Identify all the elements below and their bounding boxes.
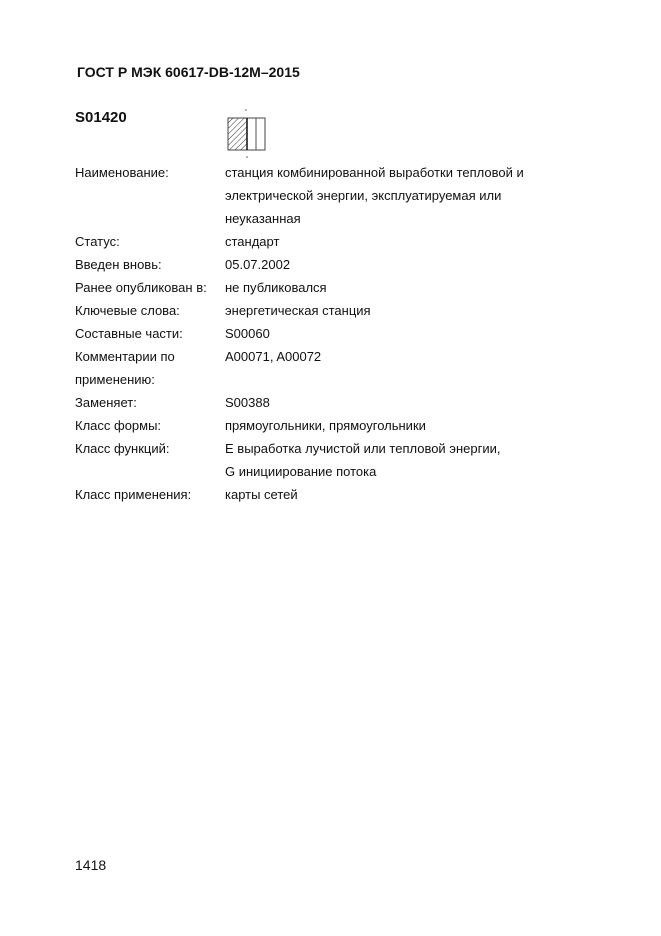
field-value: [225, 230, 545, 253]
field-value-line: G инициирование потока: [225, 464, 377, 479]
field-label-line: Введен вновь:: [75, 257, 162, 272]
field-value-line: энергетическая станция: [225, 303, 371, 318]
field-value: [225, 322, 545, 345]
field-value-line: A00071, A00072: [225, 349, 322, 364]
field-label-line: Класс формы:: [75, 418, 162, 433]
field-value-line: электрической энергии, эксплуатируемая или: [225, 188, 502, 203]
field-value-line: станция комбинированной выработки тепловой и: [225, 165, 524, 180]
field-value-line: S00388: [225, 395, 270, 410]
field-value-line: неуказанная: [225, 211, 301, 226]
field-value-line: E выработка лучистой или тепловой энергии,: [225, 441, 501, 456]
field-value-line: 05.07.2002: [225, 257, 291, 272]
field-value: [225, 345, 545, 368]
field-value: [225, 391, 545, 414]
field-value-line: карты сетей: [225, 487, 298, 502]
field-value: [225, 299, 545, 322]
field-label-line: Ключевые слова:: [75, 303, 180, 318]
field-value: [225, 414, 545, 437]
page-number: 1418: [75, 857, 107, 873]
field-label-line: Ранее опубликован в:: [75, 280, 207, 295]
field-label-line: Класс применения:: [75, 487, 192, 502]
field-label: [75, 161, 225, 184]
field-label: [75, 276, 225, 299]
field-value: [225, 437, 545, 483]
field-label: [75, 437, 225, 460]
field-label: [75, 345, 225, 391]
field-label-line: Комментарии по: [75, 349, 175, 364]
field-value: [225, 276, 545, 299]
field-label: [75, 299, 225, 322]
field-value-line: прямоугольники, прямоугольники: [225, 418, 426, 433]
symbol-code: S01420: [75, 109, 127, 126]
field-label: [75, 230, 225, 253]
field-value: [225, 161, 545, 230]
field-label-line: Заменяет:: [75, 395, 137, 410]
field-label: [75, 414, 225, 437]
field-label: [75, 322, 225, 345]
field-value: [225, 253, 545, 276]
symbol-graphic: [220, 108, 280, 163]
field-label: [75, 483, 225, 506]
field-value: [225, 483, 545, 506]
field-label-line: Статус:: [75, 234, 120, 249]
field-label: [75, 391, 225, 414]
field-label-line: применению:: [75, 372, 155, 387]
field-label: [75, 253, 225, 276]
field-value-line: стандарт: [225, 234, 280, 249]
field-value-line: S00060: [225, 326, 270, 341]
field-label-line: Составные части:: [75, 326, 183, 341]
field-value-line: не публиковался: [225, 280, 327, 295]
field-label-line: Класс функций:: [75, 441, 170, 456]
document-header: ГОСТ Р МЭК 60617-DB-12M–2015: [77, 64, 300, 80]
field-label-line: Наименование:: [75, 165, 169, 180]
